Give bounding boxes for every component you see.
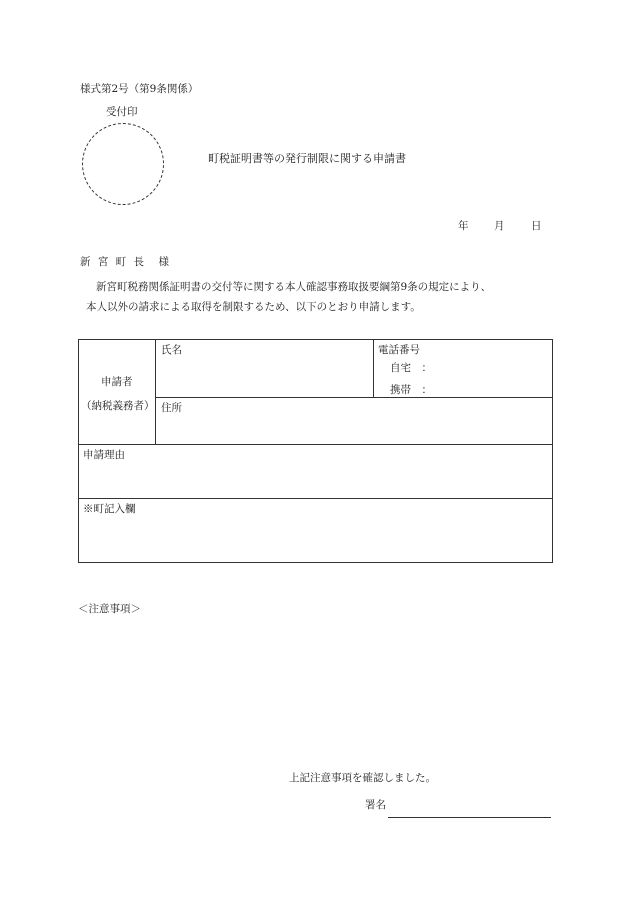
col-divider-phone — [373, 340, 374, 397]
body-text — [80, 277, 491, 317]
date-year-label: 年 — [458, 220, 469, 232]
signature-line — [388, 817, 551, 818]
address-field-label: 住所 — [161, 402, 182, 414]
receipt-stamp-circle — [82, 123, 164, 205]
date-month-label: 月 — [494, 220, 505, 232]
office-use-field-label: ※町記入欄 — [83, 503, 136, 515]
application-form-table — [78, 339, 553, 563]
body-line-1: 新宮町税務関係証明書の交付等に関する本人確認事務取扱要綱第9条の規定により、 — [96, 281, 492, 293]
col-divider-applicant — [155, 340, 156, 444]
row-divider-applicant-reason — [79, 444, 552, 445]
signature-label: 署名 — [365, 799, 386, 811]
reason-field-label: 申請理由 — [83, 449, 125, 461]
name-field-label: 氏名 — [161, 344, 182, 356]
addressee: 新 宮 町 長 様 — [80, 256, 172, 268]
taxpayer-label: （納税義務者） — [81, 400, 155, 412]
confirmation-text: 上記注意事項を確認しました。 — [289, 772, 436, 784]
date-day-label: 日 — [531, 220, 542, 232]
receipt-stamp-label: 受付印 — [106, 106, 138, 118]
row-divider-reason-office — [79, 498, 552, 499]
home-phone-label: 自宅 ： — [390, 362, 432, 374]
applicant-label: 申請者 — [101, 376, 133, 388]
document-title: 町税証明書等の発行制限に関する申請書 — [208, 152, 406, 165]
body-line-2: 本人以外の請求による取得を制限するため、以下のとおり申請します。 — [86, 301, 421, 313]
notes-heading: ＜注意事項＞ — [78, 603, 141, 615]
mobile-phone-label: 携帯 ： — [390, 384, 432, 396]
form-number: 様式第2号（第9条関係） — [80, 83, 199, 95]
phone-field-label: 電話番号 — [378, 344, 420, 356]
row-divider-name-address — [155, 397, 552, 398]
